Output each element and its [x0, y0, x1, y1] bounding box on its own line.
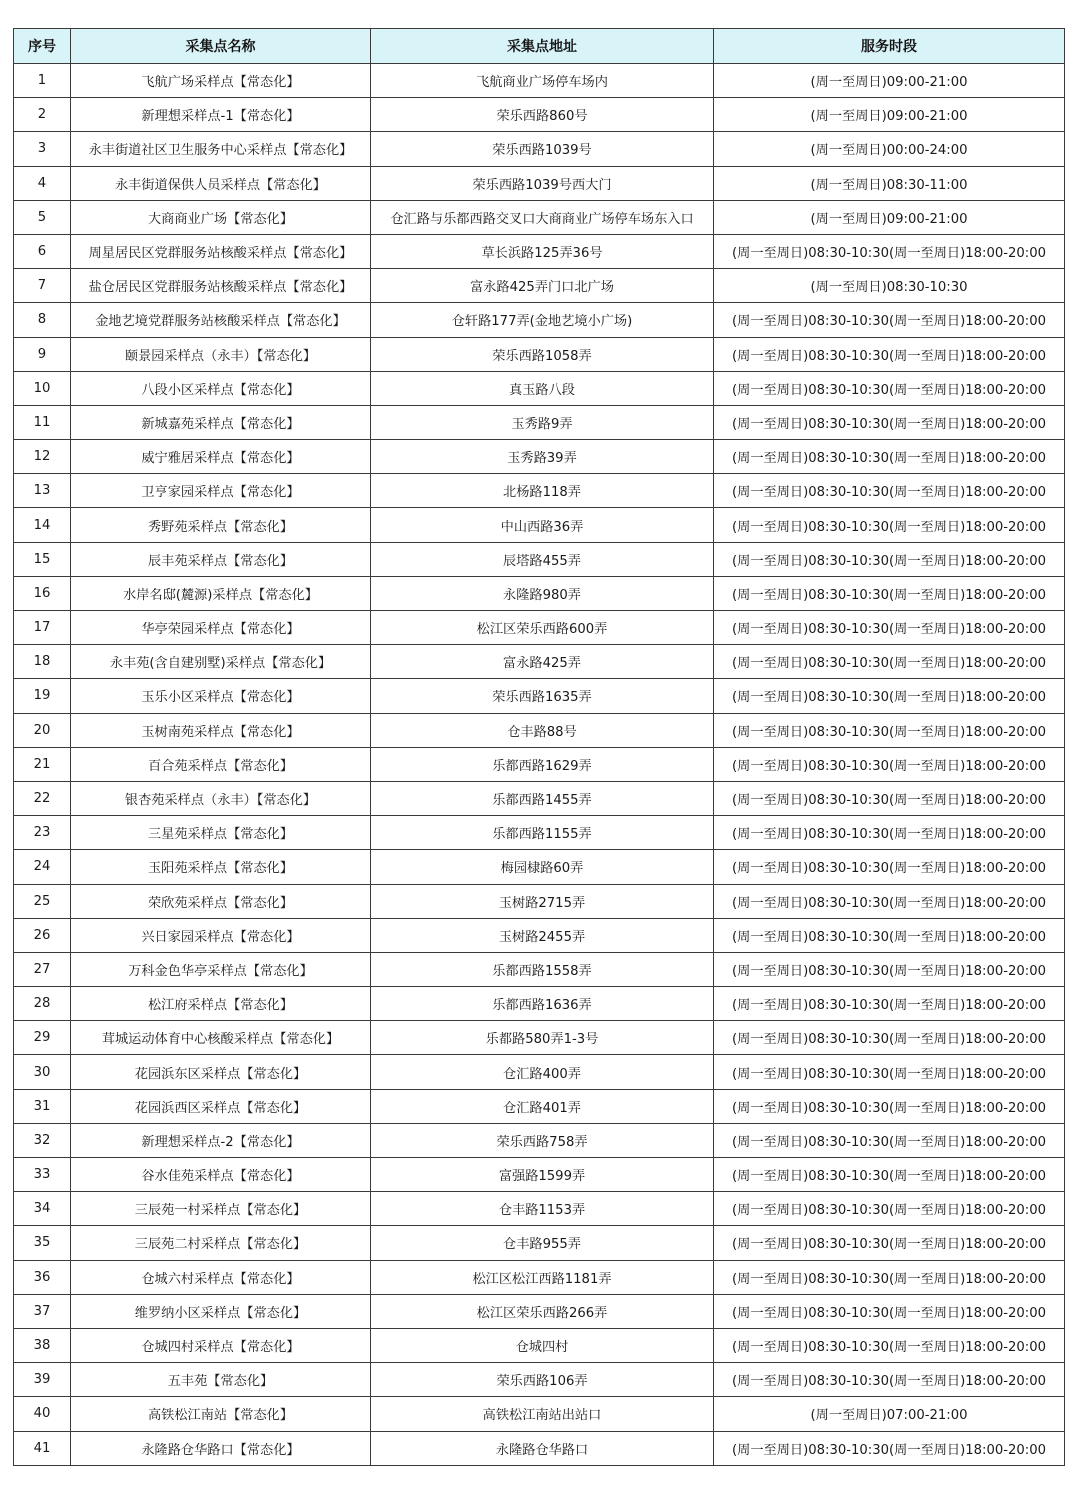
cell-serial-number: 36 [14, 1260, 71, 1294]
cell-serial-number: 41 [14, 1431, 71, 1465]
cell-service-hours: (周一至周日)08:30-10:30(周一至周日)18:00-20:00 [714, 781, 1065, 815]
cell-point-address: 松江区荣乐西路266弄 [371, 1294, 714, 1328]
header-service-hours: 服务时段 [714, 29, 1065, 64]
cell-serial-number: 2 [14, 98, 71, 132]
cell-point-name: 周星居民区党群服务站核酸采样点【常态化】 [71, 234, 371, 268]
cell-service-hours: (周一至周日)08:30-10:30(周一至周日)18:00-20:00 [714, 1294, 1065, 1328]
cell-service-hours: (周一至周日)09:00-21:00 [714, 64, 1065, 98]
cell-point-name: 威宁雅居采样点【常态化】 [71, 440, 371, 474]
table-row [14, 576, 1065, 610]
cell-point-address: 富永路425弄 [371, 645, 714, 679]
cell-point-address: 仓汇路400弄 [371, 1055, 714, 1089]
cell-point-name: 水岸名邸(麓源)采样点【常态化】 [71, 576, 371, 610]
table-row [14, 371, 1065, 405]
table-row [14, 269, 1065, 303]
cell-point-name: 玉阳苑采样点【常态化】 [71, 850, 371, 884]
cell-point-name: 永丰苑(含自建别墅)采样点【常态化】 [71, 645, 371, 679]
cell-serial-number: 13 [14, 474, 71, 508]
sampling-points-table-container [13, 28, 1064, 1466]
cell-serial-number: 3 [14, 132, 71, 166]
table-row [14, 474, 1065, 508]
cell-point-name: 五丰苑【常态化】 [71, 1363, 371, 1397]
cell-serial-number: 32 [14, 1123, 71, 1157]
cell-service-hours: (周一至周日)08:30-10:30(周一至周日)18:00-20:00 [714, 234, 1065, 268]
cell-serial-number: 24 [14, 850, 71, 884]
cell-service-hours: (周一至周日)08:30-10:30(周一至周日)18:00-20:00 [714, 1192, 1065, 1226]
table-row [14, 611, 1065, 645]
cell-point-address: 仓汇路与乐都西路交叉口大商商业广场停车场东入口 [371, 200, 714, 234]
table-row [14, 234, 1065, 268]
cell-point-name: 八段小区采样点【常态化】 [71, 371, 371, 405]
cell-point-name: 银杏苑采样点（永丰）【常态化】 [71, 781, 371, 815]
cell-point-address: 玉树路2455弄 [371, 918, 714, 952]
table-row [14, 1294, 1065, 1328]
cell-serial-number: 7 [14, 269, 71, 303]
cell-service-hours: (周一至周日)08:30-10:30(周一至周日)18:00-20:00 [714, 1226, 1065, 1260]
cell-service-hours: (周一至周日)08:30-10:30(周一至周日)18:00-20:00 [714, 1328, 1065, 1362]
cell-point-name: 永隆路仓华路口【常态化】 [71, 1431, 371, 1465]
header-serial-number: 序号 [14, 29, 71, 64]
cell-point-address: 仓丰路1153弄 [371, 1192, 714, 1226]
cell-point-name: 兴日家园采样点【常态化】 [71, 918, 371, 952]
table-row [14, 166, 1065, 200]
cell-service-hours: (周一至周日)08:30-10:30 [714, 269, 1065, 303]
cell-point-name: 金地艺境党群服务站核酸采样点【常态化】 [71, 303, 371, 337]
cell-point-name: 颐景园采样点（永丰）【常态化】 [71, 337, 371, 371]
table-row [14, 1260, 1065, 1294]
cell-point-address: 飞航商业广场停车场内 [371, 64, 714, 98]
table-row [14, 713, 1065, 747]
cell-point-address: 草长浜路125弄36号 [371, 234, 714, 268]
cell-point-name: 新城嘉苑采样点【常态化】 [71, 405, 371, 439]
cell-serial-number: 10 [14, 371, 71, 405]
cell-service-hours: (周一至周日)08:30-10:30(周一至周日)18:00-20:00 [714, 918, 1065, 952]
table-row [14, 645, 1065, 679]
table-row [14, 679, 1065, 713]
cell-point-name: 茸城运动体育中心核酸采样点【常态化】 [71, 1021, 371, 1055]
cell-serial-number: 18 [14, 645, 71, 679]
cell-point-address: 乐都西路1629弄 [371, 747, 714, 781]
table-row [14, 132, 1065, 166]
table-row [14, 64, 1065, 98]
table-row [14, 1328, 1065, 1362]
cell-service-hours: (周一至周日)08:30-10:30(周一至周日)18:00-20:00 [714, 816, 1065, 850]
table-row [14, 781, 1065, 815]
table-row [14, 98, 1065, 132]
table-row [14, 508, 1065, 542]
cell-service-hours: (周一至周日)08:30-10:30(周一至周日)18:00-20:00 [714, 371, 1065, 405]
cell-point-address: 辰塔路455弄 [371, 542, 714, 576]
cell-serial-number: 38 [14, 1328, 71, 1362]
cell-serial-number: 6 [14, 234, 71, 268]
cell-service-hours: (周一至周日)08:30-10:30(周一至周日)18:00-20:00 [714, 542, 1065, 576]
cell-service-hours: (周一至周日)08:30-10:30(周一至周日)18:00-20:00 [714, 337, 1065, 371]
table-row [14, 1192, 1065, 1226]
cell-serial-number: 25 [14, 884, 71, 918]
cell-point-address: 松江区松江西路1181弄 [371, 1260, 714, 1294]
cell-service-hours: (周一至周日)08:30-10:30(周一至周日)18:00-20:00 [714, 1123, 1065, 1157]
table-row [14, 884, 1065, 918]
cell-point-address: 荣乐西路1039号 [371, 132, 714, 166]
table-row [14, 542, 1065, 576]
cell-serial-number: 21 [14, 747, 71, 781]
cell-serial-number: 19 [14, 679, 71, 713]
cell-service-hours: (周一至周日)08:30-10:30(周一至周日)18:00-20:00 [714, 303, 1065, 337]
cell-point-address: 荣乐西路106弄 [371, 1363, 714, 1397]
cell-service-hours: (周一至周日)08:30-10:30(周一至周日)18:00-20:00 [714, 1431, 1065, 1465]
cell-serial-number: 37 [14, 1294, 71, 1328]
table-row [14, 440, 1065, 474]
cell-service-hours: (周一至周日)08:30-10:30(周一至周日)18:00-20:00 [714, 405, 1065, 439]
cell-serial-number: 34 [14, 1192, 71, 1226]
cell-point-address: 荣乐西路1039号西大门 [371, 166, 714, 200]
cell-serial-number: 28 [14, 987, 71, 1021]
table-row [14, 337, 1065, 371]
cell-point-address: 松江区荣乐西路600弄 [371, 611, 714, 645]
cell-point-name: 高铁松江南站【常态化】 [71, 1397, 371, 1431]
cell-service-hours: (周一至周日)07:00-21:00 [714, 1397, 1065, 1431]
cell-point-name: 花园浜西区采样点【常态化】 [71, 1089, 371, 1123]
cell-point-address: 仓丰路88号 [371, 713, 714, 747]
cell-service-hours: (周一至周日)08:30-10:30(周一至周日)18:00-20:00 [714, 747, 1065, 781]
cell-service-hours: (周一至周日)08:30-10:30(周一至周日)18:00-20:00 [714, 1158, 1065, 1192]
cell-point-address: 富永路425弄门口北广场 [371, 269, 714, 303]
cell-point-name: 百合苑采样点【常态化】 [71, 747, 371, 781]
table-row [14, 1431, 1065, 1465]
header-point-name: 采集点名称 [71, 29, 371, 64]
cell-point-name: 三辰苑一村采样点【常态化】 [71, 1192, 371, 1226]
cell-point-name: 盐仓居民区党群服务站核酸采样点【常态化】 [71, 269, 371, 303]
cell-point-address: 仓丰路955弄 [371, 1226, 714, 1260]
cell-point-address: 乐都西路1558弄 [371, 952, 714, 986]
cell-service-hours: (周一至周日)08:30-10:30(周一至周日)18:00-20:00 [714, 679, 1065, 713]
table-row [14, 1089, 1065, 1123]
cell-point-address: 荣乐西路1635弄 [371, 679, 714, 713]
cell-serial-number: 39 [14, 1363, 71, 1397]
cell-point-address: 乐都路580弄1-3号 [371, 1021, 714, 1055]
cell-point-name: 新理想采样点-1【常态化】 [71, 98, 371, 132]
cell-point-name: 仓城六村采样点【常态化】 [71, 1260, 371, 1294]
table-body [14, 64, 1065, 1466]
table-row [14, 850, 1065, 884]
cell-service-hours: (周一至周日)08:30-10:30(周一至周日)18:00-20:00 [714, 952, 1065, 986]
table-row [14, 952, 1065, 986]
cell-serial-number: 22 [14, 781, 71, 815]
cell-point-address: 乐都西路1636弄 [371, 987, 714, 1021]
cell-service-hours: (周一至周日)08:30-10:30(周一至周日)18:00-20:00 [714, 1021, 1065, 1055]
cell-service-hours: (周一至周日)08:30-10:30(周一至周日)18:00-20:00 [714, 850, 1065, 884]
cell-serial-number: 35 [14, 1226, 71, 1260]
cell-point-name: 永丰街道社区卫生服务中心采样点【常态化】 [71, 132, 371, 166]
cell-point-name: 三辰苑二村采样点【常态化】 [71, 1226, 371, 1260]
cell-serial-number: 16 [14, 576, 71, 610]
cell-point-name: 大商商业广场【常态化】 [71, 200, 371, 234]
cell-serial-number: 12 [14, 440, 71, 474]
cell-point-address: 荣乐西路860号 [371, 98, 714, 132]
cell-point-name: 松江府采样点【常态化】 [71, 987, 371, 1021]
cell-service-hours: (周一至周日)00:00-24:00 [714, 132, 1065, 166]
cell-point-name: 花园浜东区采样点【常态化】 [71, 1055, 371, 1089]
cell-point-address: 富强路1599弄 [371, 1158, 714, 1192]
cell-point-name: 谷水佳苑采样点【常态化】 [71, 1158, 371, 1192]
cell-service-hours: (周一至周日)08:30-10:30(周一至周日)18:00-20:00 [714, 884, 1065, 918]
table-row [14, 405, 1065, 439]
cell-serial-number: 30 [14, 1055, 71, 1089]
cell-service-hours: (周一至周日)09:00-21:00 [714, 98, 1065, 132]
cell-point-address: 梅园棣路60弄 [371, 850, 714, 884]
cell-service-hours: (周一至周日)08:30-10:30(周一至周日)18:00-20:00 [714, 713, 1065, 747]
table-row [14, 1021, 1065, 1055]
cell-service-hours: (周一至周日)08:30-10:30(周一至周日)18:00-20:00 [714, 1055, 1065, 1089]
cell-serial-number: 31 [14, 1089, 71, 1123]
cell-serial-number: 9 [14, 337, 71, 371]
cell-point-address: 玉秀路39弄 [371, 440, 714, 474]
header-point-address: 采集点地址 [371, 29, 714, 64]
cell-point-name: 辰丰苑采样点【常态化】 [71, 542, 371, 576]
table-row [14, 200, 1065, 234]
cell-point-name: 万科金色华亭采样点【常态化】 [71, 952, 371, 986]
cell-service-hours: (周一至周日)08:30-10:30(周一至周日)18:00-20:00 [714, 474, 1065, 508]
table-row [14, 1123, 1065, 1157]
table-row [14, 1363, 1065, 1397]
cell-service-hours: (周一至周日)08:30-11:00 [714, 166, 1065, 200]
cell-serial-number: 4 [14, 166, 71, 200]
cell-serial-number: 8 [14, 303, 71, 337]
cell-point-address: 玉秀路9弄 [371, 405, 714, 439]
cell-point-address: 永隆路980弄 [371, 576, 714, 610]
cell-point-address: 玉树路2715弄 [371, 884, 714, 918]
cell-serial-number: 5 [14, 200, 71, 234]
cell-service-hours: (周一至周日)08:30-10:30(周一至周日)18:00-20:00 [714, 987, 1065, 1021]
cell-serial-number: 29 [14, 1021, 71, 1055]
cell-point-name: 新理想采样点-2【常态化】 [71, 1123, 371, 1157]
cell-point-name: 仓城四村采样点【常态化】 [71, 1328, 371, 1362]
cell-point-address: 仓轩路177弄(金地艺境小广场) [371, 303, 714, 337]
table-row [14, 816, 1065, 850]
cell-service-hours: (周一至周日)08:30-10:30(周一至周日)18:00-20:00 [714, 1089, 1065, 1123]
cell-serial-number: 33 [14, 1158, 71, 1192]
cell-point-address: 仓汇路401弄 [371, 1089, 714, 1123]
cell-point-address: 中山西路36弄 [371, 508, 714, 542]
cell-service-hours: (周一至周日)08:30-10:30(周一至周日)18:00-20:00 [714, 576, 1065, 610]
cell-serial-number: 15 [14, 542, 71, 576]
cell-point-address: 仓城四村 [371, 1328, 714, 1362]
cell-point-address: 真玉路八段 [371, 371, 714, 405]
cell-service-hours: (周一至周日)08:30-10:30(周一至周日)18:00-20:00 [714, 1363, 1065, 1397]
cell-point-address: 荣乐西路758弄 [371, 1123, 714, 1157]
cell-point-name: 荣欣苑采样点【常态化】 [71, 884, 371, 918]
sampling-points-table [13, 28, 1065, 1466]
cell-point-name: 华亭荣园采样点【常态化】 [71, 611, 371, 645]
cell-service-hours: (周一至周日)08:30-10:30(周一至周日)18:00-20:00 [714, 645, 1065, 679]
cell-serial-number: 11 [14, 405, 71, 439]
cell-point-address: 高铁松江南站出站口 [371, 1397, 714, 1431]
cell-service-hours: (周一至周日)08:30-10:30(周一至周日)18:00-20:00 [714, 611, 1065, 645]
cell-serial-number: 26 [14, 918, 71, 952]
cell-point-address: 永隆路仓华路口 [371, 1431, 714, 1465]
cell-service-hours: (周一至周日)08:30-10:30(周一至周日)18:00-20:00 [714, 508, 1065, 542]
cell-service-hours: (周一至周日)09:00-21:00 [714, 200, 1065, 234]
cell-point-name: 玉乐小区采样点【常态化】 [71, 679, 371, 713]
table-row [14, 747, 1065, 781]
table-row [14, 1397, 1065, 1431]
cell-point-name: 卫亨家园采样点【常态化】 [71, 474, 371, 508]
cell-point-name: 维罗纳小区采样点【常态化】 [71, 1294, 371, 1328]
cell-serial-number: 1 [14, 64, 71, 98]
table-row [14, 918, 1065, 952]
cell-point-name: 玉树南苑采样点【常态化】 [71, 713, 371, 747]
cell-point-name: 三星苑采样点【常态化】 [71, 816, 371, 850]
cell-serial-number: 23 [14, 816, 71, 850]
cell-service-hours: (周一至周日)08:30-10:30(周一至周日)18:00-20:00 [714, 440, 1065, 474]
cell-point-address: 荣乐西路1058弄 [371, 337, 714, 371]
cell-serial-number: 27 [14, 952, 71, 986]
table-row [14, 987, 1065, 1021]
cell-serial-number: 40 [14, 1397, 71, 1431]
cell-point-address: 乐都西路1455弄 [371, 781, 714, 815]
table-row [14, 1055, 1065, 1089]
table-row [14, 1158, 1065, 1192]
table-header-row [14, 29, 1065, 64]
table-row [14, 1226, 1065, 1260]
cell-point-address: 北杨路118弄 [371, 474, 714, 508]
cell-serial-number: 14 [14, 508, 71, 542]
cell-point-name: 飞航广场采样点【常态化】 [71, 64, 371, 98]
cell-service-hours: (周一至周日)08:30-10:30(周一至周日)18:00-20:00 [714, 1260, 1065, 1294]
cell-serial-number: 17 [14, 611, 71, 645]
cell-point-name: 秀野苑采样点【常态化】 [71, 508, 371, 542]
cell-point-name: 永丰街道保供人员采样点【常态化】 [71, 166, 371, 200]
cell-point-address: 乐都西路1155弄 [371, 816, 714, 850]
cell-serial-number: 20 [14, 713, 71, 747]
table-row [14, 303, 1065, 337]
